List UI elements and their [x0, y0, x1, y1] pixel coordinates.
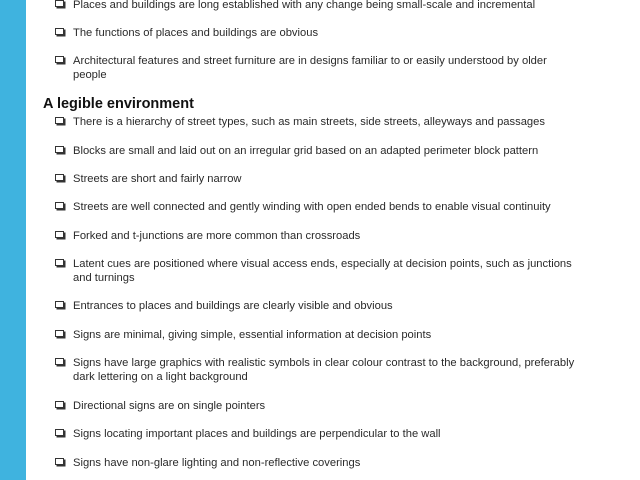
side-color-bar — [0, 0, 26, 480]
checklist-item: Signs have non-glare lighting and non-reflective coverings — [55, 456, 580, 470]
checkbox-icon — [55, 146, 64, 153]
checklist-item: Signs locating important places and buildings are perpendicular to the wall — [55, 427, 580, 441]
checkbox-icon — [55, 429, 64, 436]
checkbox-icon — [55, 330, 64, 337]
checkbox-icon — [55, 202, 64, 209]
checkbox-icon — [55, 259, 64, 266]
checkbox-icon — [55, 174, 64, 181]
checkbox-icon — [55, 0, 64, 7]
checklist-item: Streets are well connected and gently winding with open ended bends to enable visual continuity — [55, 200, 580, 214]
checklist-item: Signs have large graphics with realistic symbols in clear colour contrast to the background, preferably dark lettering on a light background — [55, 356, 580, 384]
checklist-item: Places and buildings are long established with any change being small-scale and incremental — [55, 0, 580, 12]
checkbox-icon — [55, 117, 64, 124]
checkbox-icon — [55, 301, 64, 308]
checklist-item: Streets are short and fairly narrow — [55, 172, 580, 186]
checklist-item: Blocks are small and laid out on an irregular grid based on an adapted perimeter block pattern — [55, 144, 580, 158]
checklist-item: The functions of places and buildings are obvious — [55, 26, 580, 40]
checklist-item: Latent cues are positioned where visual access ends, especially at decision points, such as junctions and turnings — [55, 257, 580, 285]
checklist-item: Directional signs are on single pointers — [55, 399, 580, 413]
checkbox-icon — [55, 358, 64, 365]
checkbox-icon — [55, 231, 64, 238]
checklist-item: Entrances to places and buildings are clearly visible and obvious — [55, 299, 580, 313]
checklist-item: There is a hierarchy of street types, such as main streets, side streets, alleyways and passages — [55, 115, 580, 129]
section-heading: A legible environment — [43, 96, 194, 112]
checkbox-icon — [55, 28, 64, 35]
checklist-item: Signs are minimal, giving simple, essential information at decision points — [55, 328, 580, 342]
checkbox-icon — [55, 401, 64, 408]
checkbox-icon — [55, 458, 64, 465]
checklist-item: Architectural features and street furniture are in designs familiar to or easily understood by older people — [55, 54, 580, 82]
checklist-item: Forked and t-junctions are more common than crossroads — [55, 229, 580, 243]
checkbox-icon — [55, 56, 64, 63]
